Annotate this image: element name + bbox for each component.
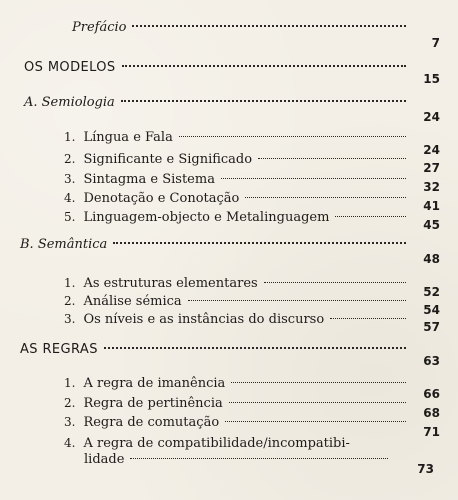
toc-entry bbox=[64, 310, 412, 328]
toc-page-number: 24 bbox=[423, 143, 440, 157]
dot-leader bbox=[113, 242, 406, 244]
toc-page-number: 15 bbox=[423, 72, 440, 86]
dot-leader bbox=[130, 458, 388, 459]
toc-entry-label: Linguagem-objecto e Metalinguagem bbox=[83, 210, 330, 225]
toc-page-number: 48 bbox=[423, 252, 440, 266]
dot-leader bbox=[225, 421, 406, 422]
toc-entry-number: 2. bbox=[64, 152, 76, 166]
toc-entry-as-regras bbox=[20, 341, 412, 359]
toc-entry-label: Significante e Significado bbox=[83, 152, 253, 167]
dot-leader bbox=[231, 382, 406, 383]
toc-entry-label: OS MODELOS bbox=[24, 60, 116, 75]
toc-page-number: 27 bbox=[423, 161, 440, 175]
toc-entry-semantica bbox=[20, 236, 412, 254]
toc-entry bbox=[64, 374, 412, 392]
toc-entry-label: B. Semântica bbox=[20, 237, 108, 252]
dot-leader bbox=[258, 158, 406, 159]
toc-entry-number: 3. bbox=[64, 415, 76, 429]
dot-leader bbox=[179, 136, 406, 137]
toc-entry-label: Denotação e Conotação bbox=[83, 191, 240, 206]
toc-page-number: 71 bbox=[423, 425, 440, 439]
toc-entry-label: Língua e Fala bbox=[83, 130, 173, 145]
toc-entry-number: 3. bbox=[64, 172, 76, 186]
toc-page-number: 57 bbox=[423, 320, 440, 334]
toc-entry-number: 1. bbox=[64, 130, 76, 144]
toc-page-number: 66 bbox=[423, 387, 440, 401]
toc-entry bbox=[64, 208, 412, 226]
toc-entry-os-modelos bbox=[24, 59, 412, 77]
toc-entry-number: 2. bbox=[64, 294, 76, 308]
toc-entry-semiologia bbox=[24, 94, 412, 112]
toc-entry-number: 3. bbox=[64, 312, 76, 326]
dot-leader bbox=[104, 347, 406, 349]
toc-entry bbox=[64, 170, 412, 188]
toc-page-number: 7 bbox=[431, 36, 440, 50]
toc-entry-label: A. Semiologia bbox=[24, 95, 115, 110]
toc-entry-label: A regra de imanência bbox=[83, 376, 226, 391]
toc-entry bbox=[64, 128, 412, 146]
toc-entry-number: 5. bbox=[64, 210, 76, 224]
dot-leader bbox=[132, 25, 406, 27]
toc-entry bbox=[64, 189, 412, 207]
toc-entry-label: Os níveis e as instâncias do discurso bbox=[83, 312, 325, 327]
toc-entry-number: 1. bbox=[64, 376, 76, 390]
toc-page-number: 41 bbox=[423, 199, 440, 213]
toc-entry bbox=[64, 394, 412, 412]
toc-entry bbox=[64, 292, 412, 310]
toc-page-number: 32 bbox=[423, 180, 440, 194]
dot-leader bbox=[121, 100, 406, 102]
toc-page-number: 52 bbox=[423, 285, 440, 299]
dot-leader bbox=[264, 282, 406, 283]
toc-page-number: 68 bbox=[423, 406, 440, 420]
toc-page-number: 54 bbox=[423, 303, 440, 317]
toc-entry-number: 4. bbox=[64, 191, 76, 205]
dot-leader bbox=[335, 216, 406, 217]
toc-entry-number: 2. bbox=[64, 396, 76, 410]
toc-entry-label: Prefácio bbox=[72, 20, 127, 35]
toc-entry-label: Regra de comutação bbox=[83, 415, 220, 430]
toc-page-number: 45 bbox=[423, 218, 440, 232]
dot-leader bbox=[188, 300, 406, 301]
toc-entry-number: 4. bbox=[64, 436, 76, 450]
dot-leader bbox=[221, 178, 406, 179]
dot-leader bbox=[229, 402, 406, 403]
toc-page-number: 63 bbox=[423, 354, 440, 368]
toc-entry-label: Análise sémica bbox=[83, 294, 182, 309]
dot-leader bbox=[122, 65, 406, 67]
toc-page-number: 73 bbox=[417, 462, 434, 476]
toc-entry bbox=[64, 434, 412, 452]
toc-entry-label: lidade bbox=[84, 452, 125, 467]
toc-entry-number: 1. bbox=[64, 276, 76, 290]
toc-entry-label: AS REGRAS bbox=[20, 342, 98, 357]
toc-entry-continuation bbox=[84, 451, 394, 469]
dot-leader bbox=[245, 197, 406, 198]
toc-entry-label: Sintagma e Sistema bbox=[83, 172, 215, 187]
toc-entry-label: Regra de pertinência bbox=[83, 396, 223, 411]
toc-entry-prefacio bbox=[72, 19, 412, 37]
toc-entry bbox=[64, 150, 412, 168]
dot-leader bbox=[330, 318, 406, 319]
toc-entry-label: A regra de compatibilidade/incompatibi- bbox=[83, 436, 350, 451]
toc-entry bbox=[64, 274, 412, 292]
toc-entry bbox=[64, 413, 412, 431]
toc-page-number: 24 bbox=[423, 110, 440, 124]
toc-entry-label: As estruturas elementares bbox=[83, 276, 258, 291]
